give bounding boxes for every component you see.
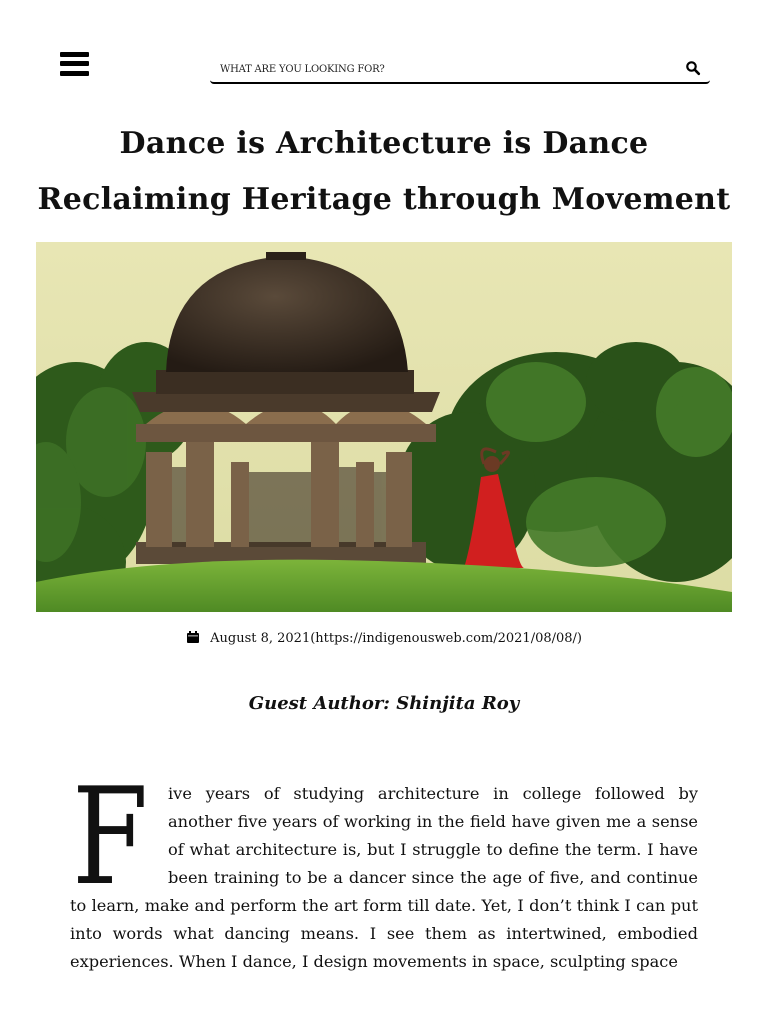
calendar-icon [186,630,200,644]
search-bar [210,56,710,84]
article-body [70,759,698,976]
search-input[interactable] [220,58,660,80]
guest-author: Guest Author: Shinjita Roy [248,693,520,714]
hero-image [36,242,732,612]
post-date-link[interactable]: August 8, 2021(https://indigenousweb.com/2021/08/08/) [210,631,582,646]
top-bar [0,0,768,100]
post-meta [0,630,768,646]
search-icon[interactable] [685,60,701,76]
article-title-block [0,116,768,228]
hero-illustration [36,242,732,612]
article-subtitle: Reclaiming Heritage through Movement [37,182,731,217]
hamburger-menu-icon[interactable] [60,52,89,76]
article-title: Dance is Architecture is Dance [119,126,649,161]
drop-cap: F [72,759,149,915]
article-paragraph: ive years of studying architecture in college followed by another five years of working in the field have given me a sense of what architecture is, but I struggle to define the term. I have been training to be a dancer since the age of five, and continue to learn, make and perform the art form till date. Yet, I don’t think I can put into words what dancing means. I see them as intertwined, embodied experiences. When I dance, I design movements in space, sculpting space [70,784,698,971]
